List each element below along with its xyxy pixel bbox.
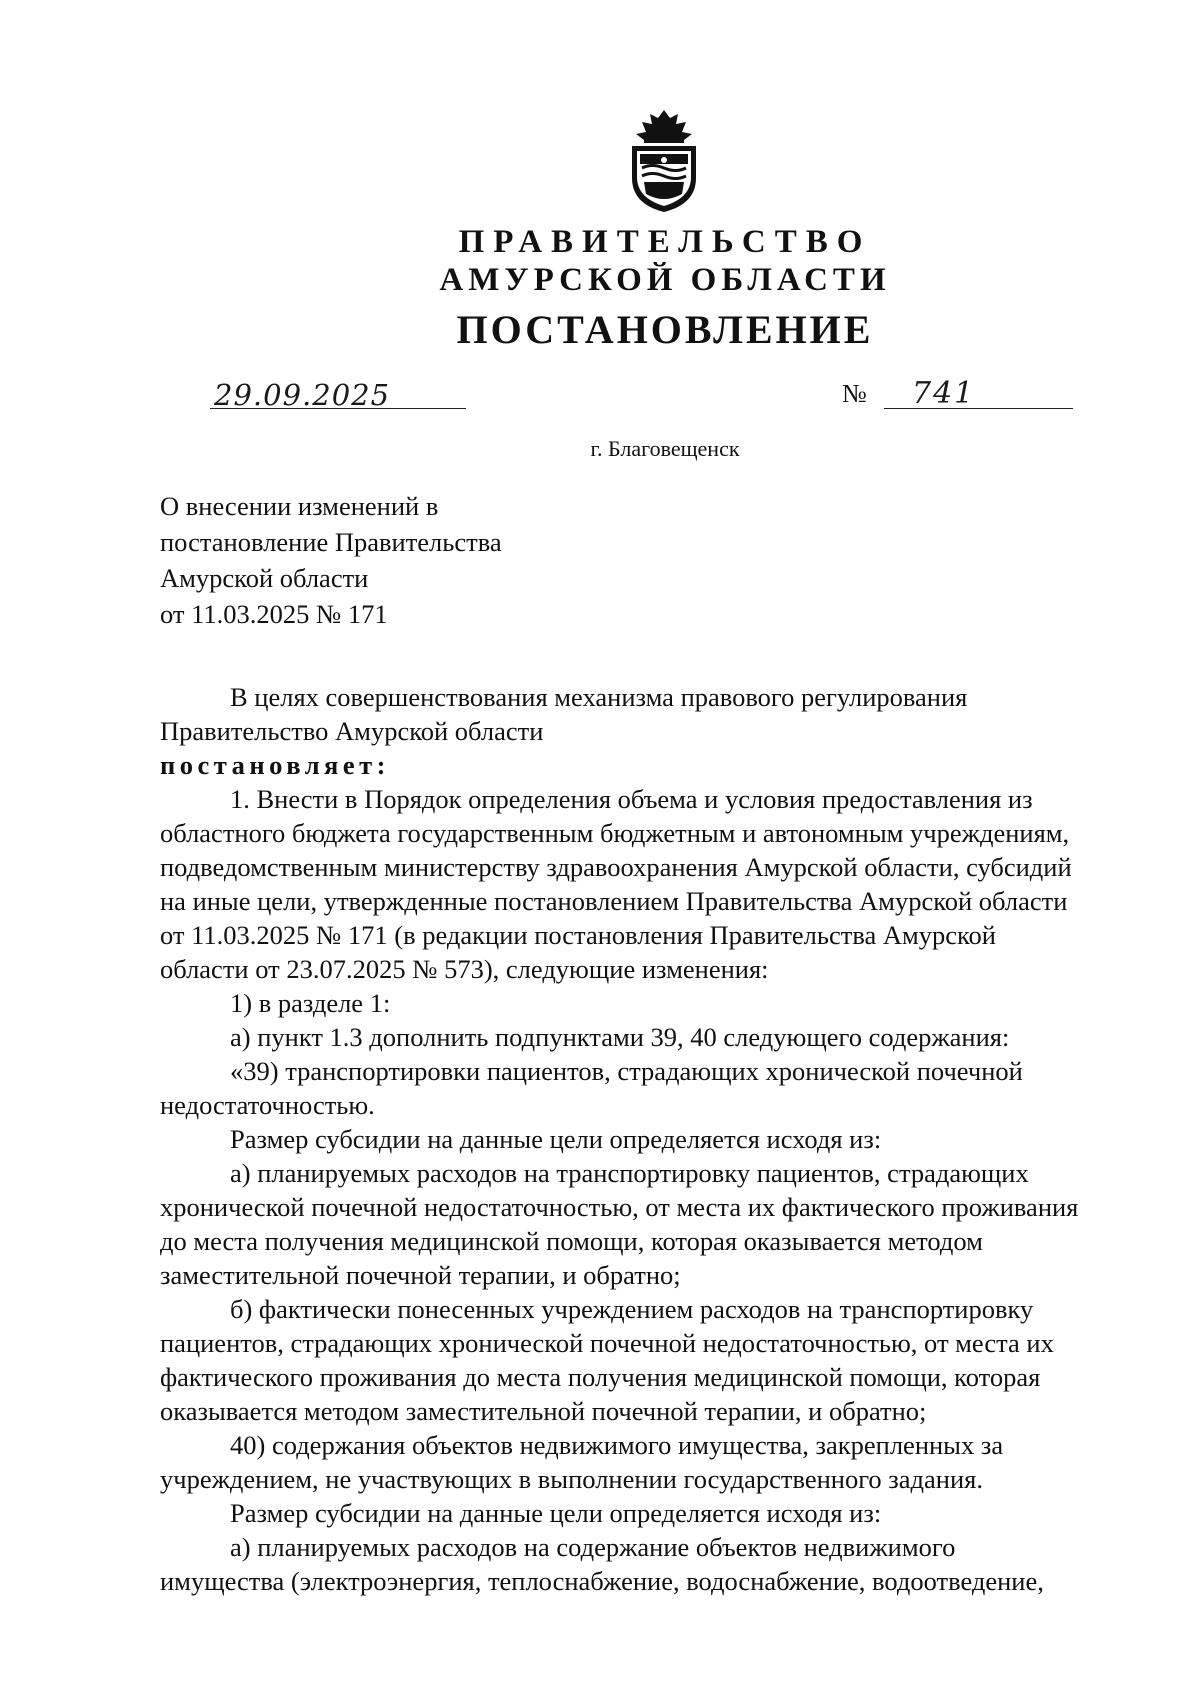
body-line: до места получения медицинской помощи, которая оказывается методом (160, 1226, 983, 1256)
number-sign: № (842, 379, 867, 408)
body-line: Размер субсидии на данные цели определяется исходя из: (230, 1124, 882, 1154)
body-line: от 11.03.2025 № 171 (в редакции постановления Правительства Амурской (160, 920, 996, 950)
document-type: ПОСТАНОВЛЕНИЕ (456, 307, 874, 352)
body-line: Правительство Амурской области (160, 716, 544, 746)
body-line: подведомственным министерству здравоохранения Амурской области, субсидий (160, 852, 1072, 882)
body-line: фактического проживания до места получения медицинской помощи, которая (160, 1362, 1041, 1392)
org-name-line1: ПРАВИТЕЛЬСТВО (458, 224, 872, 260)
body-line: оказывается методом заместительной почечной терапии, и обратно; (160, 1396, 927, 1426)
body-line: «39) транспортировки пациентов, страдающих хронической почечной (230, 1056, 1023, 1086)
handwritten-date: 29.09.2025 (214, 378, 391, 412)
subject-line: О внесении изменений в (160, 491, 439, 521)
body-line: пациентов, страдающих хронической почечной недостаточностью, от места их (160, 1328, 1054, 1358)
body-line: 1. Внести в Порядок определения объема и условия предоставления из (230, 784, 1033, 814)
date-underline (210, 408, 466, 409)
body-line: Размер субсидии на данные цели определяется исходя из: (230, 1498, 882, 1528)
body-line: 40) содержания объектов недвижимого имущества, закрепленных за (230, 1430, 1004, 1460)
body-line: области от 23.07.2025 № 573), следующие изменения: (160, 954, 769, 984)
body-line: б) фактически понесенных учреждением расходов на транспортировку (230, 1294, 1034, 1324)
subject-line: от 11.03.2025 № 171 (160, 599, 388, 629)
body-line: имущества (электроэнергия, теплоснабжение, водоснабжение, водоотведение, (160, 1566, 1044, 1596)
body-line: а) планируемых расходов на содержание объектов недвижимого (230, 1532, 956, 1562)
org-name-line2: АМУРСКОЙ ОБЛАСТИ (439, 262, 891, 298)
body-line: а) планируемых расходов на транспортировку пациентов, страдающих (230, 1158, 1029, 1188)
body-line: В целях совершенствования механизма правового регулирования (230, 682, 968, 712)
city: г. Благовещенск (590, 436, 740, 461)
document-body (160, 680, 1168, 1598)
body-line: хронической почечной недостаточностью, от места их фактического проживания (160, 1192, 1079, 1222)
body-line: недостаточностью. (160, 1090, 375, 1120)
subject-line: Амурской области (160, 563, 369, 593)
number-underline (884, 408, 1073, 409)
decree-word: постановляет: (160, 750, 390, 780)
body-line: а) пункт 1.3 дополнить подпунктами 39, 40 следующего содержания: (230, 1022, 1010, 1052)
amur-coat-of-arms-icon (624, 108, 704, 214)
body-line: областного бюджета государственным бюджетным и автономным учреждениям, (160, 818, 1070, 848)
subject-block (160, 488, 502, 632)
handwritten-number: 741 (912, 376, 976, 411)
body-line: учреждением, не участвующих в выполнении государственного задания. (160, 1464, 983, 1494)
body-line: заместительной почечной терапии, и обратно; (160, 1260, 681, 1290)
body-line: на иные цели, утвержденные постановлением Правительства Амурской области (160, 886, 1068, 916)
body-line: 1) в разделе 1: (230, 988, 391, 1018)
subject-line: постановление Правительства (160, 527, 502, 557)
